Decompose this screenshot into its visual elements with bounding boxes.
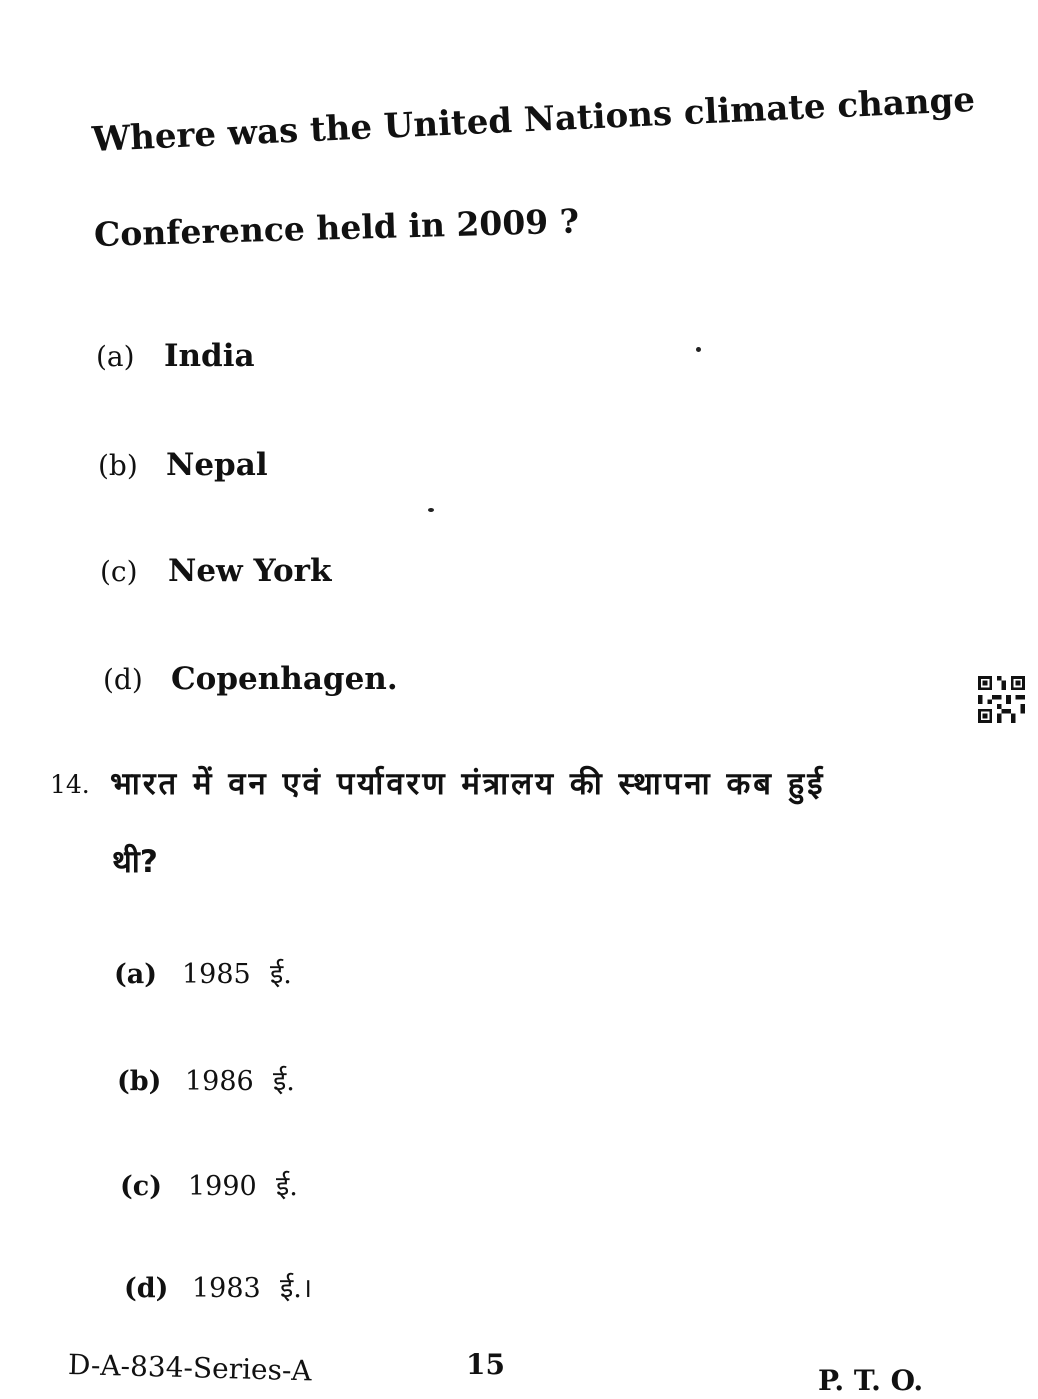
question-13-line-1: Where was the United Nations climate change <box>91 79 976 160</box>
option-label: (b) <box>98 449 138 482</box>
option-label: (c) <box>100 555 138 588</box>
option-suffix: ई.। <box>280 1273 313 1304</box>
option-text: Nepal <box>166 447 268 483</box>
question-14-line-2: थी? <box>112 844 158 880</box>
stray-mark <box>696 347 701 352</box>
question-14-line-1: भारत में वन एवं पर्यावरण मंत्रालय की स्थापना कब हुई <box>110 766 826 802</box>
question-14-number: 14. <box>50 770 90 799</box>
option-text: Copenhagen. <box>171 661 398 697</box>
option-suffix: ई. <box>270 959 292 990</box>
footer-pto: P. T. O. <box>818 1364 924 1397</box>
option-year: 1983 <box>192 1273 261 1304</box>
question-14-option-a[interactable] <box>114 954 292 991</box>
question-13-option-b[interactable] <box>98 447 268 483</box>
footer-page-number: 15 <box>466 1348 505 1381</box>
question-14-option-b[interactable] <box>117 1061 295 1098</box>
option-year: 1986 <box>185 1066 254 1097</box>
qr-code-icon <box>977 676 1026 723</box>
option-suffix: ई. <box>276 1171 298 1202</box>
question-14-option-c[interactable] <box>120 1166 298 1203</box>
option-label: (a) <box>114 959 158 990</box>
option-label: (a) <box>96 340 135 373</box>
question-13-option-a[interactable] <box>96 338 255 374</box>
option-label: (c) <box>120 1171 162 1202</box>
option-label: (d) <box>124 1273 169 1304</box>
option-year: 1990 <box>188 1171 257 1202</box>
option-year: 1985 <box>182 959 251 990</box>
option-suffix: ई. <box>273 1066 295 1097</box>
footer-code: D-A-834-Series-A <box>67 1348 313 1388</box>
question-13-line-2: Conference held in 2009 ? <box>93 201 580 254</box>
question-14-option-d[interactable] <box>124 1268 312 1305</box>
option-text: New York <box>168 553 332 589</box>
stray-mark <box>428 508 434 512</box>
question-13-option-c[interactable] <box>100 553 331 589</box>
option-text: India <box>164 338 255 374</box>
question-13-option-d[interactable] <box>103 661 398 697</box>
option-label: (d) <box>103 663 143 696</box>
option-label: (b) <box>117 1066 162 1097</box>
